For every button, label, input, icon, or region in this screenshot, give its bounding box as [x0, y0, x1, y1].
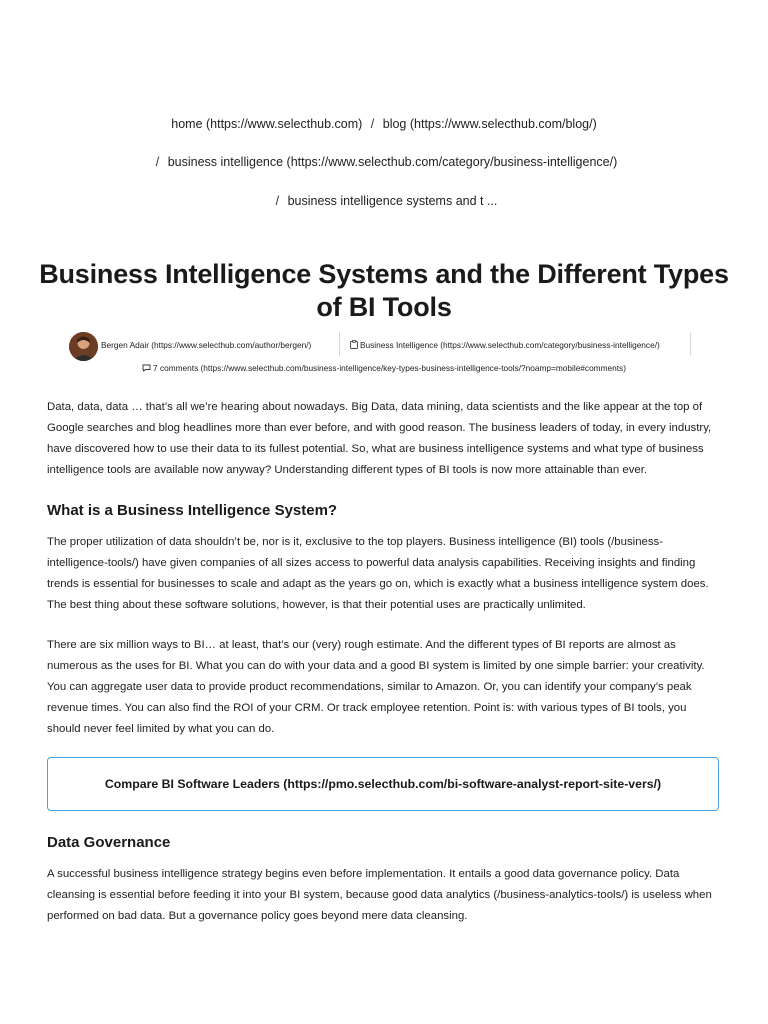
avatar-image [69, 332, 98, 361]
comments-label: 7 comments (https://www.selecthub.com/business-intelligence/key-types-business-intelligence-tools/?noamp=mobile#comments) [153, 363, 626, 373]
breadcrumb-line-1 [0, 117, 768, 131]
breadcrumb-line-2 [0, 155, 768, 169]
paragraph-data-governance: A successful business intelligence strategy begins even before implementation. It entails a good data governance policy. Data cleansing is essential before feeding it into your BI system, because good data analytics (/business-analytics-tools/) is useless when performed on bad data. But a governance policy goes beyond mere data cleansing. [47, 868, 712, 922]
breadcrumb-current: business intelligence systems and t ... [287, 194, 498, 208]
section-heading-data-governance: Data Governance [47, 834, 171, 851]
article-title: Business Intelligence Systems and the Different Types of BI Tools [39, 259, 729, 322]
breadcrumb-separator: / [275, 194, 280, 208]
paragraph-six-million-ways: There are six million ways to BI… at least, that’s our (very) rough estimate. And the different types of BI reports are almost as numerous as the uses for BI. What you can do with your data and a good BI system is limited by one simple barrier: your creativity. You can aggregate user data to provide product recommendations, similar to Amazon. Or, you can identify your company’s peak revenue times. You can also find the ROI of your CRM. Or track employee retention. Point is: with various types of BI tools, you should never feel limited by what you can do. [47, 639, 705, 735]
breadcrumb-separator: / [155, 155, 160, 169]
section-heading-bi-system: What is a Business Intelligence System? [47, 502, 338, 519]
breadcrumb-home-link[interactable]: home (https://www.selecthub.com) [171, 117, 363, 131]
breadcrumb-blog-link[interactable]: blog (https://www.selecthub.com/blog/) [382, 117, 597, 131]
category-label: Business Intelligence (https://www.selecthub.com/category/business-intelligence/) [360, 340, 660, 350]
intro-paragraph: Data, data, data … that’s all we’re hearing about nowadays. Big Data, data mining, data scientists and the like appear at the top of Google searches and blog headlines more than ever before, and with good reason. The business leaders of today, in every industry, have discovered how to use their data to its fullest potential. So, what are business intelligence systems and what type of business intelligence tools are available now anyway? Understanding different types of BI tools is now more attainable than ever. [47, 401, 712, 476]
category-link[interactable] [350, 340, 660, 350]
author-link[interactable]: Bergen Adair (https://www.selecthub.com/author/bergen/) [101, 340, 312, 350]
author-avatar[interactable] [69, 332, 98, 361]
comments-link[interactable] [0, 363, 768, 373]
meta-divider [339, 332, 340, 356]
breadcrumb-separator: / [370, 117, 375, 131]
meta-divider [690, 332, 691, 356]
paragraph-bi-system: The proper utilization of data shouldn’t be, nor is it, exclusive to the top players. Business intelligence (BI) tools (/business-intelligence-tools/) have given companies of all sizes access to powerful data analysis capabilities. Receiving insights and finding trends is essential for businesses to scale and adapt as the years go on, which is exactly what a business intelligence system does. The best thing about these software solutions, however, is that their potential uses are practically unlimited. [47, 536, 709, 611]
breadcrumb-line-3 [0, 194, 768, 208]
breadcrumb-category-link[interactable]: business intelligence (https://www.selecthub.com/category/business-intelligence/) [167, 155, 618, 169]
compare-bi-software-cta[interactable] [47, 757, 719, 811]
cta-label: Compare BI Software Leaders (https://pmo.selecthub.com/bi-software-analyst-report-site-vers/) [104, 777, 662, 791]
clipboard-icon [350, 340, 358, 349]
comment-icon [142, 364, 151, 372]
article-meta [0, 332, 768, 362]
